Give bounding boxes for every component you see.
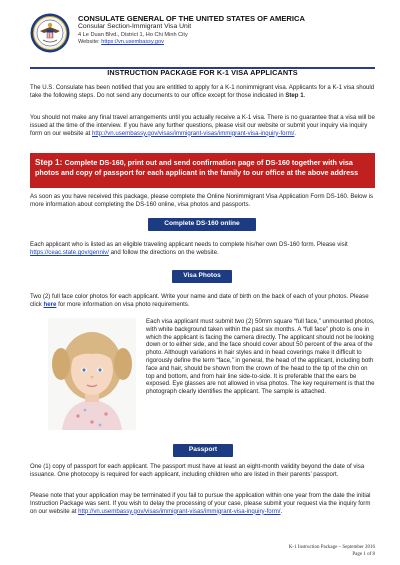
- termination-text: Please note that your application may be terminated if you fail to pursue the application within one year from the date the initial Instruction Package was sent. If you wish to delay the processing of your case, please submit your request via the inquiry form on our website at: [30, 492, 371, 515]
- intro-end: .: [303, 91, 306, 99]
- travel-notice-text: You should not make any final travel arrangements until you actually receive a K-1 visa. There is no guarantee that a visa will be issued at the time of the interview. If you have any further questions, please visit our website or submit your inquiry via inquiry form on our website at: [30, 114, 375, 137]
- sample-visa-photo: [48, 318, 136, 430]
- ds160-text: Each applicant who is listed as an eligible traveling applicant needs to complete his/her own DS-160 form. Please visit: [30, 241, 348, 248]
- passport-section-heading: Passport: [173, 444, 233, 457]
- step1-banner: [30, 153, 375, 188]
- footer-page-number: Page 1 of 8: [352, 551, 375, 557]
- ds160-end: and follow the directions on the website.: [108, 248, 219, 256]
- page-title: INSTRUCTION PACKAGE FOR K-1 VISA APPLICANTS: [107, 68, 298, 77]
- photos-paragraph: [30, 293, 375, 309]
- website-link[interactable]: https://vn.usembassy.gov: [101, 38, 164, 45]
- page-footer: [250, 545, 375, 558]
- website-label: Website:: [78, 38, 102, 45]
- intro-step1-bold: Step 1: [285, 91, 304, 99]
- consulate-name: CONSULATE GENERAL OF THE UNITED STATES OF AMERICA: [78, 14, 305, 23]
- step1-text: Complete DS-160, print out and send confirmation page of DS-160 together with visa photos and copy of passport for each applicant in the family to our office at the above address: [35, 158, 359, 178]
- photo-requirements-paragraph: Each visa applicant must submit two (2) 50mm square “full face,” unmounted photos, with white background taken within the past six months. A “full face” photo is one in which the applicant is facing the camera directly. The applicant should not be looking down or to either side, and the face should cover about 50 percent of the area of the photo. Although variations in hair styles and in head coverings make it difficult to rigorously define the term “face,” in general, the head of the applicant, including both face and hair, should be shown from the crown of the head to the tip of the chin on top and bottom, and from hair line side-to-side. It is preferable that the ears be exposed. Eye glasses are not allowed in visa photos. The key requirement is that the photograph clearly identifies the applicant. The sample is attached.: [146, 318, 375, 396]
- photo-info-link[interactable]: here: [43, 300, 57, 308]
- ceac-link[interactable]: https://ceac.state.gov/genniv/: [30, 248, 109, 256]
- footer-package-label: K-1 Instruction Package – September 2016: [288, 545, 375, 550]
- passport-paragraph: One (1) copy of passport for each applicant. The passport must have at least an eight-month validity beyond the date of visa issuance. One photocopy is required for each applicant, including children who are listed in their parents’ passport.: [30, 463, 365, 478]
- letterhead: [30, 13, 375, 55]
- letterhead-text: [78, 14, 373, 46]
- termination-paragraph: [30, 492, 375, 515]
- photos-end: for more information on visa photo requirements.: [56, 300, 190, 308]
- step1-lead: Step 1:: [35, 158, 65, 167]
- inquiry-form-link-2[interactable]: http://vn.usembassy.gov/visas/immigrant-visas/immigrant-visa-inquiry-form/: [78, 507, 281, 515]
- ds160-paragraph: [30, 241, 375, 257]
- us-seal-icon: [30, 13, 70, 53]
- inquiry-form-link[interactable]: http://vn.usembassy.gov/visas/immigrant-visas/immigrant-visa-inquiry-form/: [91, 129, 295, 137]
- photos-section-heading: Visa Photos: [172, 270, 232, 283]
- photos-text: Two (2) full face color photos for each applicant. Write your name and date of birth on the back of each of your photos. Please click: [30, 293, 369, 308]
- termination-end: .: [280, 507, 283, 515]
- intro-paragraph: [30, 84, 375, 100]
- ds160-section-heading: Complete DS-160 online: [148, 218, 256, 231]
- travel-notice-paragraph: [30, 114, 375, 137]
- address: 4 Le Duan Blvd., District 1, Ho Chi Minh City: [78, 31, 188, 38]
- asap-paragraph: As soon as you have received this package, please complete the Online Nonimmigrant Visa Application Form DS-160. Below is more information about completing the DS-160 online, visa photos and passports.: [30, 193, 374, 208]
- intro-text: The U.S. Consulate has been notified that you are entitled to apply for a K-1 nonimmigrant visa. Applicants for a K-1 visa should take the following steps. Do not send any documents to our office except for those indicated in: [30, 84, 375, 99]
- section-name: Consular Section-Immigrant Visa Unit: [78, 23, 192, 31]
- travel-notice-end: .: [294, 129, 297, 137]
- website-line: [78, 39, 373, 46]
